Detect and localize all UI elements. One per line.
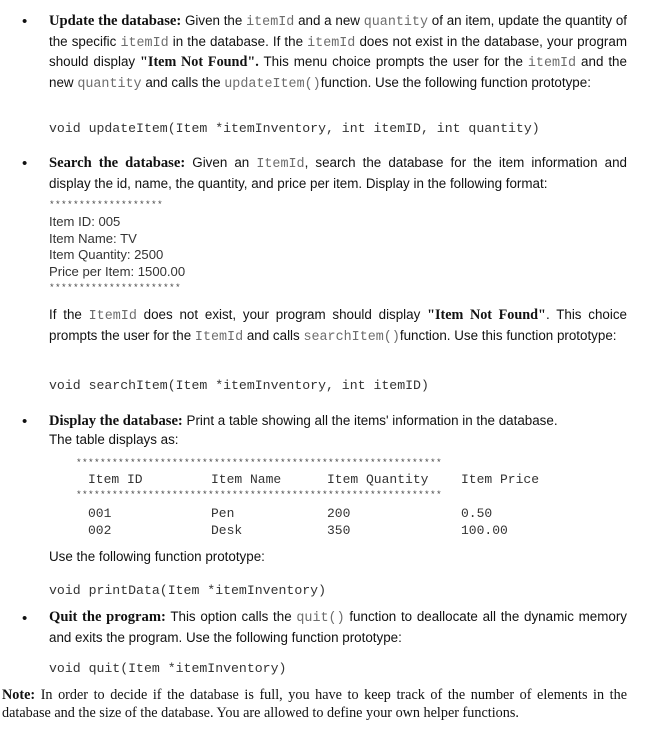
text: , search the database for the item information and display the id, name, the quantity, and price per item. Display in the following format: [49,155,627,191]
stars-divider: ************************************************************* [76,457,443,468]
table-header-id: Item ID [88,472,143,487]
text: and calls [246,327,300,343]
text: and calls the [145,74,221,90]
sample-line: Item Name: TV [49,230,137,246]
text: Given the [184,13,243,28]
table-cell: 001 [88,506,112,521]
quit-paragraph [49,608,627,647]
update-heading: Update the database: [49,13,182,29]
quit-prototype: void quit(Item *itemInventory) [49,661,287,676]
update-paragraph [49,12,627,94]
display-line-2: The table displays as: [49,432,179,447]
display-line-1 [49,412,558,431]
stars-divider: ********************** [49,282,182,293]
code-inline: ItemId [88,309,137,324]
bullet-icon: • [22,610,28,627]
bold-text: "Item Not Found" [427,307,546,323]
search-heading: Search the database: [49,155,186,171]
text: function. Use the following function prototype: [320,74,591,90]
code-inline: itemId [307,35,356,51]
quit-heading: Quit the program: [49,609,166,625]
table-cell: 002 [88,523,112,538]
search-paragraph-2 [49,306,627,347]
search-paragraph [49,154,627,193]
display-use-text: Use the following function prototype: [49,549,265,564]
code-inline: itemId [527,56,577,72]
bullet-icon: • [22,13,28,30]
table-cell: 200 [327,506,351,521]
code-inline: quantity [363,15,429,30]
table-cell: 100.00 [461,523,508,538]
code-inline: itemId [246,15,295,30]
note-paragraph [2,686,627,722]
code-inline: searchItem() [303,329,400,345]
search-prototype: void searchItem(Item *itemInventory, int itemID) [49,378,429,393]
bold-text: "Item Not Found". [140,54,259,71]
table-cell: 350 [327,523,351,538]
text: function. Use this function prototype: [399,327,617,343]
text: and the new [49,54,627,90]
stars-divider: ******************* [49,199,164,210]
text: does not exist in the database, your program should display [49,33,627,70]
code-inline: updateItem() [224,76,321,92]
table-cell: 0.50 [461,506,493,521]
bullet-icon: • [22,413,28,430]
text: This menu choice prompts the user for the [263,54,523,70]
code-inline: quantity [77,76,142,92]
display-prototype: void printData(Item *itemInventory) [49,583,326,598]
text: . This choice prompts the user for the [49,307,627,343]
text: If the [49,307,82,322]
note-label: Note: [2,687,36,703]
text: Print a table showing all the items' information in the database. [186,413,558,428]
text: and a new [298,13,360,28]
code-inline: quit() [296,611,345,626]
bullet-icon: • [22,155,28,172]
text: This option calls the [170,609,292,624]
stars-divider: ************************************************************* [76,489,443,500]
table-cell: Pen [211,506,235,521]
code-inline: ItemId [194,329,244,345]
update-prototype: void updateItem(Item *itemInventory, int itemID, int quantity) [49,121,540,136]
text: of an item, update the quantity of the specific [49,13,628,49]
sample-line: Price per Item: 1500.00 [49,263,186,279]
code-inline: itemId [120,35,169,51]
sample-output [49,214,185,280]
text: function to deallocate all the dynamic memory and exits the program. Use the following function prototype: [49,609,627,645]
sample-line: Item Quantity: 2500 [49,247,164,263]
table-header-name: Item Name [211,472,282,487]
display-heading: Display the database: [49,413,183,429]
text: in the database. If the [172,33,304,49]
text: Given an [192,155,250,170]
table-cell: Desk [211,523,243,538]
table-header-quantity: Item Quantity [327,472,429,487]
text: does not exist, your program should display [143,307,421,322]
table-header-price: Item Price [461,472,540,487]
code-inline: ItemId [256,157,305,172]
sample-line: Item ID: 005 [49,214,121,229]
note-text: In order to decide if the database is full, you have to keep track of the number of elements in the database and the size of the database. You are allowed to define your own helper functions. [2,687,628,721]
